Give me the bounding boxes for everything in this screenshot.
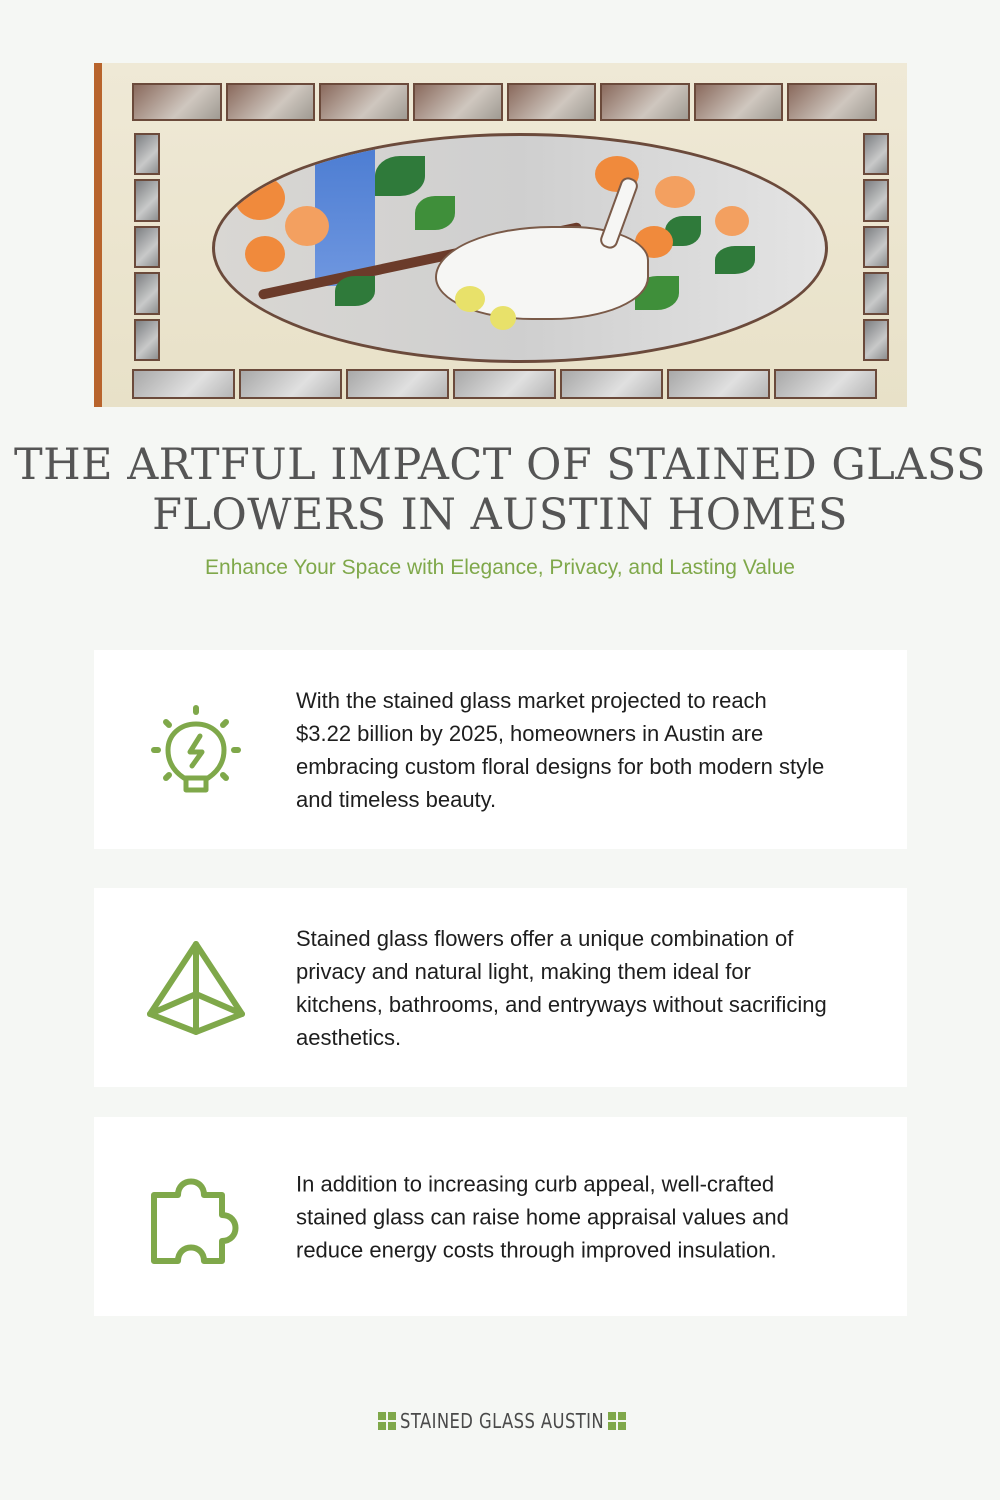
wood-frame <box>94 63 102 407</box>
card-text: In addition to increasing curb appeal, well-crafted stained glass can raise home appraisal values and reduce energy costs through improved insulation. <box>296 1171 789 1262</box>
logo-mark-icon <box>608 1412 626 1430</box>
glass-border <box>102 63 907 407</box>
lightbulb-icon <box>144 698 248 802</box>
hero-stained-glass-image <box>94 63 907 407</box>
logo-text: STAINED GLASS AUSTIN <box>400 1409 605 1433</box>
oval-floral-egret-panel <box>212 133 828 363</box>
beveled-right-column <box>863 133 889 361</box>
beveled-top-row <box>132 83 877 121</box>
page-subtitle: Enhance Your Space with Elegance, Privacy, and Lasting Value <box>205 556 795 579</box>
page-title: THE ARTFUL IMPACT OF STAINED GLASS FLOWERS IN AUSTIN HOMES <box>13 440 987 540</box>
puzzle-piece-icon <box>144 1165 248 1269</box>
info-card-value <box>94 1117 907 1316</box>
logo-mark-icon <box>378 1412 396 1430</box>
card-text: With the stained glass market projected to reach $3.22 billion by 2025, homeowners in Austin are embracing custom floral designs for both modern style and timeless beauty. <box>296 687 825 812</box>
card-text: Stained glass flowers offer a unique combination of privacy and natural light, making them ideal for kitchens, bathrooms, and entryways without sacrificing aesthetics. <box>296 925 827 1050</box>
info-card-privacy <box>94 888 907 1087</box>
beveled-bottom-row <box>132 369 877 399</box>
info-card-market <box>94 650 907 849</box>
beveled-left-column <box>134 133 160 361</box>
brand-logo <box>378 1410 626 1432</box>
pyramid-icon <box>144 936 248 1040</box>
